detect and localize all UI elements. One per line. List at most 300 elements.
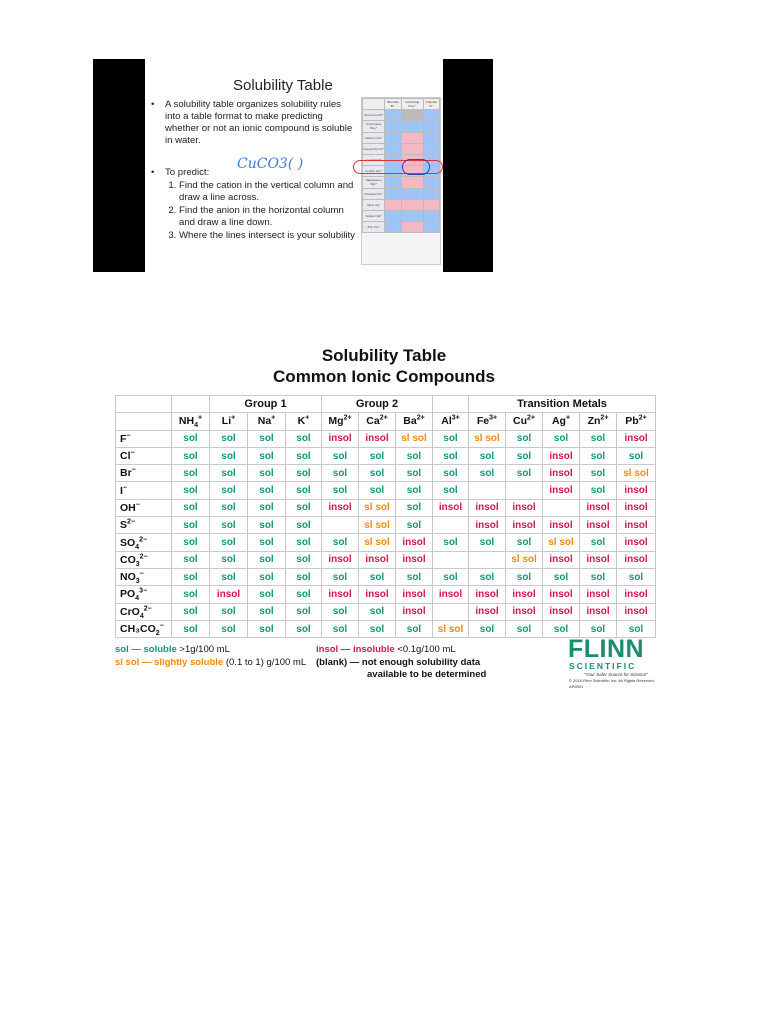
solubility-cell: sol — [286, 534, 322, 551]
solubility-cell: insol — [543, 482, 580, 499]
anion-cell — [116, 447, 172, 464]
solubility-cell: sol — [286, 620, 322, 637]
table-row — [116, 447, 656, 464]
solubility-cell: sol — [172, 430, 210, 447]
solubility-cell: sol — [396, 447, 433, 464]
mini-row-label: Calcium Ca²⁺ — [363, 132, 385, 143]
solubility-cell: insol — [322, 430, 359, 447]
mini-row-label: Magnesium Mg²⁺ — [363, 177, 385, 188]
solubility-cell: sol — [172, 568, 210, 585]
mini-cell — [385, 177, 401, 188]
mini-cell — [385, 110, 401, 121]
ion-base: I — [120, 484, 123, 497]
legend-blank-cont: available to be determined — [367, 669, 487, 680]
mini-cell — [401, 199, 423, 210]
solubility-cell: sl sol — [543, 534, 580, 551]
solubility-cell: insol — [506, 517, 543, 534]
ion-charge: − — [131, 466, 136, 474]
solubility-cell: sol — [172, 447, 210, 464]
mini-cell — [423, 110, 439, 121]
solubility-cell: insol — [469, 499, 506, 516]
solubility-cell: insol — [617, 499, 656, 516]
slide-step: 2. Find the anion in the horizontal column and draw a line down. — [179, 205, 359, 229]
solubility-cell: sol — [359, 465, 396, 482]
slide-step: 1. Find the cation in the vertical column and draw a line across. — [179, 180, 359, 204]
solubility-cell: sol — [506, 447, 543, 464]
ion-charge: 2+ — [343, 414, 352, 422]
solubility-cell: sol — [469, 620, 506, 637]
mini-cell — [401, 110, 423, 121]
mini-cell — [385, 188, 401, 199]
table-row — [116, 430, 656, 447]
mini-cell — [401, 210, 423, 221]
solubility-cell: sol — [396, 620, 433, 637]
solubility-cell: sol — [433, 482, 469, 499]
table-row — [116, 551, 656, 568]
solubility-cell: sl sol — [396, 430, 433, 447]
solubility-cell: sol — [248, 620, 286, 637]
catalog-code: AP6901 — [569, 684, 584, 689]
ion-base: Ag — [551, 415, 566, 428]
solubility-cell: sol — [286, 430, 322, 447]
solubility-cell: sol — [617, 620, 656, 637]
mini-cell — [423, 121, 439, 132]
mini-row-label: Iron(II) Fe²⁺ — [363, 154, 385, 165]
ion-charge: 2− — [127, 518, 135, 526]
solubility-cell — [543, 499, 580, 516]
solubility-cell: sol — [580, 534, 617, 551]
solubility-cell: sol — [172, 534, 210, 551]
solubility-cell: sol — [580, 482, 617, 499]
ion-charge: − — [126, 432, 131, 440]
ion-base: Al — [441, 415, 452, 428]
anion-cell — [116, 568, 172, 585]
solubility-cell: sol — [210, 620, 248, 637]
solubility-cell: sol — [286, 499, 322, 516]
solubility-cell: sl sol — [617, 465, 656, 482]
solubility-cell: sol — [286, 568, 322, 585]
flinn-tagline: "Your Safer Source for Science" — [584, 672, 648, 677]
mini-cell — [401, 188, 423, 199]
ion-charge: 3+ — [451, 414, 460, 422]
ion-charge: 2+ — [600, 414, 609, 422]
solubility-table — [115, 395, 656, 638]
solubility-cell: sol — [580, 447, 617, 464]
ion-charge: 2− — [143, 605, 152, 613]
legend-sol: sol — soluble >1g/100 mL — [115, 644, 230, 655]
mini-row — [363, 188, 440, 199]
solubility-cell: sol — [359, 482, 396, 499]
mini-cell — [401, 132, 423, 143]
mini-corner-cell — [363, 99, 385, 110]
group-header-cell — [116, 396, 172, 413]
solubility-cell: sol — [506, 534, 543, 551]
anion-cell — [116, 534, 172, 551]
solubility-cell: insol — [617, 534, 656, 551]
table-subtitle: Common Ionic Compounds — [273, 367, 495, 386]
anion-cell — [116, 551, 172, 568]
ion-charge: 2− — [139, 553, 148, 561]
solubility-cell: sol — [580, 620, 617, 637]
solubility-cell: sol — [210, 430, 248, 447]
ion-base: Zn — [587, 415, 601, 428]
anion-cell — [116, 482, 172, 499]
cation-header-cell — [248, 413, 286, 430]
ion-subscript: 3 — [135, 578, 140, 586]
table-row — [116, 482, 656, 499]
anion-cell — [116, 603, 172, 620]
solubility-cell — [433, 551, 469, 568]
solubility-cell: insol — [396, 551, 433, 568]
solubility-cell: sol — [248, 482, 286, 499]
solubility-cell: sol — [210, 517, 248, 534]
group-header-cell: Group 2 — [322, 396, 433, 413]
group-header-cell: Transition Metals — [469, 396, 656, 413]
table-row — [116, 465, 656, 482]
ion-charge: 2+ — [379, 414, 388, 422]
solubility-cell — [433, 517, 469, 534]
solubility-cell: sol — [286, 586, 322, 603]
mini-row-label: Copper(II) Cu²⁺ — [363, 143, 385, 154]
solubility-cell: sol — [248, 586, 286, 603]
ion-base: Fe — [476, 415, 490, 428]
solubility-cell: sol — [359, 603, 396, 620]
ion-charge: − — [159, 622, 164, 630]
solubility-cell: sol — [617, 447, 656, 464]
solubility-cell: sol — [506, 465, 543, 482]
ion-base: Na — [257, 415, 272, 428]
solubility-cell: sol — [359, 620, 396, 637]
solubility-cell: insol — [396, 586, 433, 603]
solubility-cell: sol — [248, 603, 286, 620]
mini-row-label: Ammonium NH₄⁺ — [363, 121, 385, 132]
mini-cell — [423, 177, 439, 188]
mini-cell — [401, 177, 423, 188]
ion-base: Ca — [366, 415, 380, 428]
solubility-cell: sol — [433, 447, 469, 464]
solubility-cell: sol — [617, 568, 656, 585]
mini-row — [363, 222, 440, 233]
ion-subscript: 2 — [155, 630, 160, 638]
solubility-cell: sol — [248, 499, 286, 516]
solubility-cell: sol — [433, 430, 469, 447]
ion-charge: 2− — [139, 536, 148, 544]
solubility-cell: insol — [543, 465, 580, 482]
anion-cell — [116, 430, 172, 447]
mini-header-cell: Carbonate CO₃²⁻ — [401, 99, 423, 110]
ion-base: Ba — [403, 415, 417, 428]
solubility-cell: sol — [172, 586, 210, 603]
cation-header-cell — [433, 413, 469, 430]
mini-cell — [423, 210, 439, 221]
group-header-cell — [172, 396, 210, 413]
group-header-row — [116, 396, 656, 413]
solubility-cell: sol — [322, 534, 359, 551]
mini-row-label: Iron(III) Fe³⁺ — [363, 166, 385, 177]
slide-frame — [93, 59, 493, 272]
solubility-cell: sol — [286, 447, 322, 464]
mini-row — [363, 199, 440, 210]
solubility-cell: sol — [506, 620, 543, 637]
ion-base: CH₃CO — [120, 623, 156, 635]
blue-annotation-oval — [402, 159, 430, 175]
solubility-cell: sol — [248, 465, 286, 482]
solubility-cell: sl sol — [359, 517, 396, 534]
solubility-cell: insol — [210, 586, 248, 603]
solubility-cell: sol — [210, 465, 248, 482]
ion-base: Cl — [120, 450, 131, 463]
ion-base: Mg — [328, 415, 344, 428]
solubility-cell: sol — [322, 568, 359, 585]
cation-header-cell — [210, 413, 248, 430]
solubility-cell: insol — [580, 499, 617, 516]
mini-solubility-table — [361, 97, 441, 265]
solubility-cell: sol — [172, 499, 210, 516]
solubility-cell: insol — [543, 551, 580, 568]
solubility-cell: insol — [359, 430, 396, 447]
mini-cell — [423, 132, 439, 143]
solubility-cell: sol — [359, 568, 396, 585]
solubility-cell: sol — [248, 517, 286, 534]
mini-row — [363, 177, 440, 188]
solubility-cell: insol — [322, 499, 359, 516]
ion-base: Cu — [513, 415, 527, 428]
solubility-cell: sol — [210, 482, 248, 499]
ion-base: Pb — [625, 415, 639, 428]
solubility-cell: sol — [543, 620, 580, 637]
solubility-cell: insol — [617, 551, 656, 568]
mini-cell — [385, 143, 401, 154]
solubility-cell: sol — [469, 534, 506, 551]
slide-steps — [151, 180, 359, 242]
ion-charge: + — [305, 414, 310, 422]
solubility-cell — [322, 517, 359, 534]
solubility-cell: insol — [617, 482, 656, 499]
solubility-cell: insol — [359, 586, 396, 603]
solubility-cell — [433, 603, 469, 620]
ion-charge: 3+ — [489, 414, 498, 422]
solubility-cell: sol — [580, 568, 617, 585]
mini-row-label: Sodium Na⁺ — [363, 210, 385, 221]
anion-cell — [116, 517, 172, 534]
solubility-cell: sol — [286, 517, 322, 534]
slide-bullet: • A solubility table organizes solubility rules into a table format to make predicting whether or not an ionic compound is soluble in water. — [151, 99, 353, 146]
group-header-cell: Group 1 — [210, 396, 322, 413]
solubility-cell: sol — [248, 551, 286, 568]
ion-charge: − — [139, 570, 144, 578]
solubility-cell: insol — [617, 586, 656, 603]
ion-base: Br — [120, 467, 132, 480]
mini-row — [363, 143, 440, 154]
mini-cell — [401, 143, 423, 154]
table-row — [116, 534, 656, 551]
solubility-cell: sol — [210, 499, 248, 516]
solubility-cell: sol — [322, 603, 359, 620]
mini-header-row — [363, 99, 440, 110]
solubility-cell: sol — [210, 568, 248, 585]
mini-row-label: Silver Ag⁺ — [363, 199, 385, 210]
mini-cell — [385, 132, 401, 143]
mini-row — [363, 110, 440, 121]
solubility-cell: sol — [469, 465, 506, 482]
anion-cell — [116, 620, 172, 637]
ion-charge: 2+ — [638, 414, 647, 422]
cation-header-cell — [286, 413, 322, 430]
ion-subscript: 4 — [194, 422, 198, 430]
solubility-cell: insol — [359, 551, 396, 568]
solubility-cell: sl sol — [506, 551, 543, 568]
slide-bullet: • To predict: — [151, 167, 210, 178]
anion-cell — [116, 499, 172, 516]
cation-header-cell — [617, 413, 656, 430]
solubility-cell: sol — [322, 620, 359, 637]
solubility-cell: insol — [580, 586, 617, 603]
cation-header-cell — [580, 413, 617, 430]
solubility-cell: insol — [543, 517, 580, 534]
solubility-cell: sol — [248, 447, 286, 464]
ion-base: PO — [120, 588, 136, 601]
solubility-cell: sol — [286, 551, 322, 568]
solubility-cell: insol — [506, 603, 543, 620]
cation-header-cell — [543, 413, 580, 430]
ion-base: S — [120, 519, 128, 532]
solubility-cell: insol — [617, 603, 656, 620]
solubility-cell: insol — [322, 586, 359, 603]
solubility-cell: sol — [322, 465, 359, 482]
solubility-cell: sol — [469, 447, 506, 464]
solubility-cell: insol — [396, 534, 433, 551]
solubility-cell: insol — [469, 586, 506, 603]
legend-insol: insol — insoluble <0.1g/100 mL — [316, 644, 456, 655]
ion-charge: 2+ — [416, 414, 425, 422]
ion-base: CrO — [120, 605, 140, 618]
ion-charge: 3− — [139, 587, 148, 595]
mini-header-cell: Bromide Br⁻ — [385, 99, 401, 110]
ion-charge: − — [135, 501, 140, 509]
table-title: Solubility Table — [321, 346, 447, 365]
solubility-cell: insol — [469, 603, 506, 620]
solubility-cell: sol — [172, 465, 210, 482]
solubility-cell: sol — [543, 430, 580, 447]
solubility-cell: insol — [506, 586, 543, 603]
solubility-cell: insol — [543, 603, 580, 620]
solubility-cell: sol — [433, 465, 469, 482]
solubility-cell: sol — [469, 568, 506, 585]
cation-header-cell — [469, 413, 506, 430]
table-row — [116, 586, 656, 603]
solubility-cell: sol — [248, 430, 286, 447]
ion-charge: + — [231, 414, 236, 422]
slide-title: Solubility Table — [233, 77, 333, 94]
mini-cell — [401, 121, 423, 132]
solubility-cell: sol — [396, 568, 433, 585]
ion-charge: + — [271, 414, 276, 422]
copyright: © 2016 Flinn Scientific, Inc. All Rights Reserved. — [569, 678, 655, 683]
solubility-cell: sol — [210, 447, 248, 464]
solubility-cell — [469, 551, 506, 568]
solubility-cell: insol — [322, 551, 359, 568]
slide — [145, 59, 443, 272]
solubility-cell: sol — [396, 499, 433, 516]
solubility-cell: sl sol — [469, 430, 506, 447]
ion-base: NO — [120, 571, 136, 584]
table-row — [116, 517, 656, 534]
ion-charge: 2+ — [527, 414, 535, 422]
solubility-cell: sol — [580, 465, 617, 482]
solubility-cell: sol — [506, 430, 543, 447]
ion-subscript: 4 — [139, 612, 144, 620]
solubility-cell: insol — [580, 517, 617, 534]
solubility-cell: sol — [396, 517, 433, 534]
solubility-cell: sol — [172, 620, 210, 637]
solubility-cell: sol — [248, 568, 286, 585]
solubility-cell: sol — [210, 534, 248, 551]
solubility-cell: insol — [469, 517, 506, 534]
mini-row — [363, 132, 440, 143]
legend-blank: (blank) — not enough solubility data — [316, 657, 481, 668]
mini-row-label: Aluminum Al³⁺ — [363, 110, 385, 121]
anion-cell — [116, 586, 172, 603]
solubility-cell: sol — [286, 482, 322, 499]
solubility-cell: sl sol — [359, 534, 396, 551]
cation-header-cell — [359, 413, 396, 430]
solubility-cell: sol — [248, 534, 286, 551]
mini-cell — [401, 222, 423, 233]
solubility-cell: insol — [506, 499, 543, 516]
solubility-cell: insol — [543, 447, 580, 464]
ion-subscript: 4 — [135, 595, 140, 603]
ion-base: NH — [178, 415, 195, 428]
solubility-cell: insol — [433, 586, 469, 603]
mini-row-label: Potassium K⁺ — [363, 188, 385, 199]
solubility-cell: sol — [433, 568, 469, 585]
ion-base: Li — [221, 415, 232, 428]
mini-row — [363, 210, 440, 221]
solubility-cell: sol — [172, 482, 210, 499]
solubility-cell: sol — [172, 551, 210, 568]
solubility-cell: insol — [396, 603, 433, 620]
solubility-cell: sol — [322, 482, 359, 499]
corner-cell — [116, 413, 172, 430]
group-header-cell — [433, 396, 469, 413]
solubility-cell: sol — [286, 603, 322, 620]
ion-charge: − — [130, 449, 135, 457]
solubility-cell: sol — [172, 603, 210, 620]
solubility-cell: insol — [617, 517, 656, 534]
ion-base: F — [120, 432, 127, 445]
solubility-cell — [469, 482, 506, 499]
solubility-cell: sol — [580, 430, 617, 447]
ion-base: K — [297, 415, 306, 428]
ion-charge: + — [565, 414, 571, 422]
solubility-cell: sol — [286, 465, 322, 482]
mini-cell — [385, 121, 401, 132]
mini-cell — [423, 188, 439, 199]
ion-base: SO — [120, 536, 136, 549]
solubility-cell: sl sol — [433, 620, 469, 637]
solubility-cell: sl sol — [359, 499, 396, 516]
ion-charge: − — [122, 484, 128, 492]
handwritten-note: CuCO3( ) — [237, 156, 304, 172]
flinn-logo: FLINN — [568, 635, 645, 663]
cation-header-cell — [506, 413, 543, 430]
ion-subscript: 3 — [135, 560, 140, 568]
mini-cell — [423, 199, 439, 210]
mini-cell — [385, 210, 401, 221]
solubility-cell: sol — [433, 534, 469, 551]
table-row — [116, 568, 656, 585]
table-row — [116, 499, 656, 516]
